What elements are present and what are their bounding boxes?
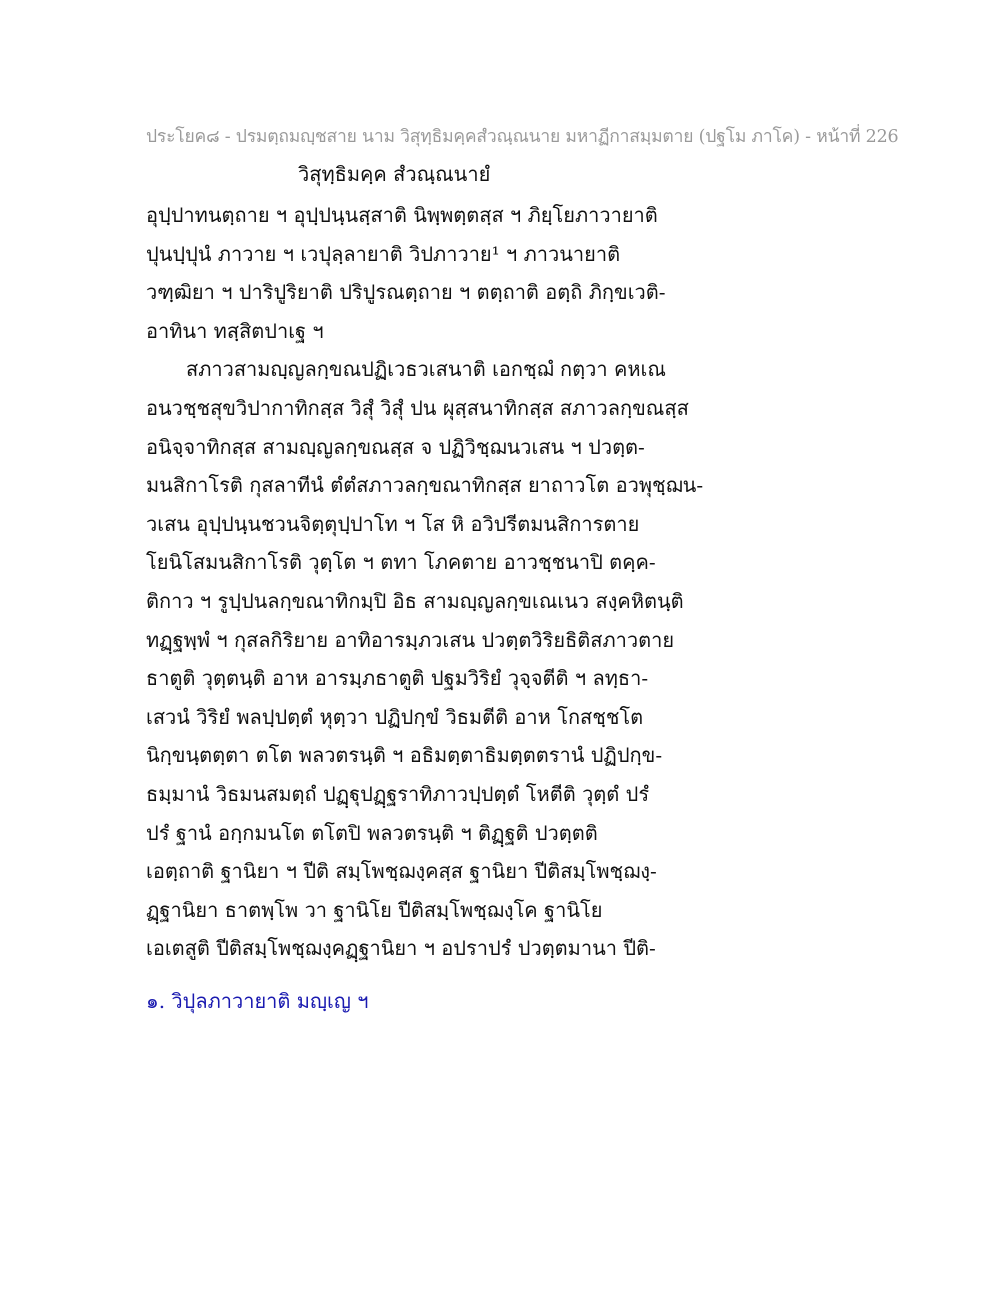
text-line: ฏฺฐานิยา ธาตพฺโพ วา ฐานิโย ปีติสมฺโพชฺฌงฺโค ฐานิโย bbox=[146, 897, 603, 922]
text-line: อนวชฺชสุขวิปากาทิกสฺส วิสุํ วิสุํ ปน ผุสฺสนาทิกสฺส สภาวลกฺขณสฺส bbox=[146, 395, 689, 420]
section-title: วิสุทฺธิมคฺค สํวณฺณนายํ bbox=[298, 162, 491, 186]
text-line: ปรํ ฐานํ อกฺกมนโต ตโตปิ พลวตรนฺติ ฯ ติฏฺฐติ ปวตฺตติ bbox=[146, 820, 598, 845]
page-header: ประโยค๘ - ปรมตฺถมญฺชสาย นาม วิสุทฺธิมคฺคสํวณฺณนาย มหาฏีกาสมฺมตาย (ปฐโม ภาโค) - หน้าที่ 226 bbox=[146, 127, 899, 147]
text-line: ปุนปฺปุนํ ภาวาย ฯ เวปุลฺลายาติ วิปภาวาย¹ ฯ ภาวนายาติ bbox=[146, 241, 621, 266]
text-line: ทฏฺฐพฺพํ ฯ กุสลกิริยาย อาทิอารมฺภวเสน ปวตฺตวิริยธิติสภาวตาย bbox=[146, 627, 675, 652]
text-line: นิกฺขนฺตตฺตา ตโต พลวตรนฺติ ฯ อธิมตฺตาธิมตฺตตรานํ ปฏิปกฺข- bbox=[146, 743, 663, 768]
text-line: เอเตสูติ ปีติสมฺโพชฺฌงฺคฏฺฐานิยา ฯ อปราปรํ ปวตฺตมานา ปีติ- bbox=[146, 936, 656, 961]
text-line: มนสิกาโรติ กุสลาทีนํ ตํตํสภาวลกฺขณาทิกสฺส ยาถาวโต อวพุชฺฌน- bbox=[146, 473, 704, 498]
text-line: อนิจฺจาทิกสฺส สามญฺญลกฺขณสฺส จ ปฏิวิชฺฌนวเสน ฯ ปวตฺต- bbox=[146, 434, 645, 459]
paragraph-start-line: สภาวสามญฺญลกฺขณปฏิเวธวเสนาติ เอกชฺฌํ กตฺวา คหเณ bbox=[186, 357, 666, 382]
text-line: เสวนํ วิริยํ พลปฺปตฺตํ หุตฺวา ปฏิปกฺขํ วิธมตีติ อาห โกสชฺชโต bbox=[146, 704, 644, 729]
body-text bbox=[146, 196, 726, 968]
text-line: อาทินา ทสฺสิตปาเฐ ฯ bbox=[146, 318, 324, 343]
text-line: โยนิโสมนสิกาโรติ วุตฺโต ฯ ตทา โภคตาย อาวชฺชนาปิ ตคฺค- bbox=[146, 550, 656, 575]
text-line: ติกาว ฯ รูปฺปนลกฺขณาทิกมฺปิ อิธ สามญฺญลกฺขเณเนว สงฺคหิตนฺติ bbox=[146, 588, 684, 613]
text-line: วเสน อุปฺปนฺนชวนจิตฺตุปฺปาโท ฯ โส หิ อวิปรีตมนสิการตาย bbox=[146, 511, 640, 536]
text-line: ธมฺมานํ วิธมนสมตฺถํ ปฏฺฐุปฏฺฐราทิภาวปฺปตฺตํ โหตีติ วุตฺตํ ปรํ bbox=[146, 781, 650, 806]
text-line: วฑฺฒิยา ฯ ปาริปูริยาติ ปริปูรณตฺถาย ฯ ตตฺถาติ อตฺถิ ภิกฺขเวติ- bbox=[146, 280, 666, 305]
text-line: เอตฺถาติ ฐานิยา ฯ ปีติ สมฺโพชฺฌงฺคสฺส ฐานิยา ปีติสมฺโพชฺฌงฺ- bbox=[146, 859, 657, 884]
footnote: ๑. วิปุลภาวายาติ มญฺเญ ฯ bbox=[146, 989, 369, 1013]
text-line: อุปฺปาทนตฺถาย ฯ อุปฺปนฺนสฺสาติ นิพฺพตฺตสฺส ฯ ภิยฺโยภาวายาติ bbox=[146, 203, 658, 227]
text-line: ธาตูติ วุตฺตนฺติ อาห อารมฺภธาตูติ ปฐมวิริยํ วุจฺจตีติ ฯ ลทฺธา- bbox=[146, 666, 649, 691]
